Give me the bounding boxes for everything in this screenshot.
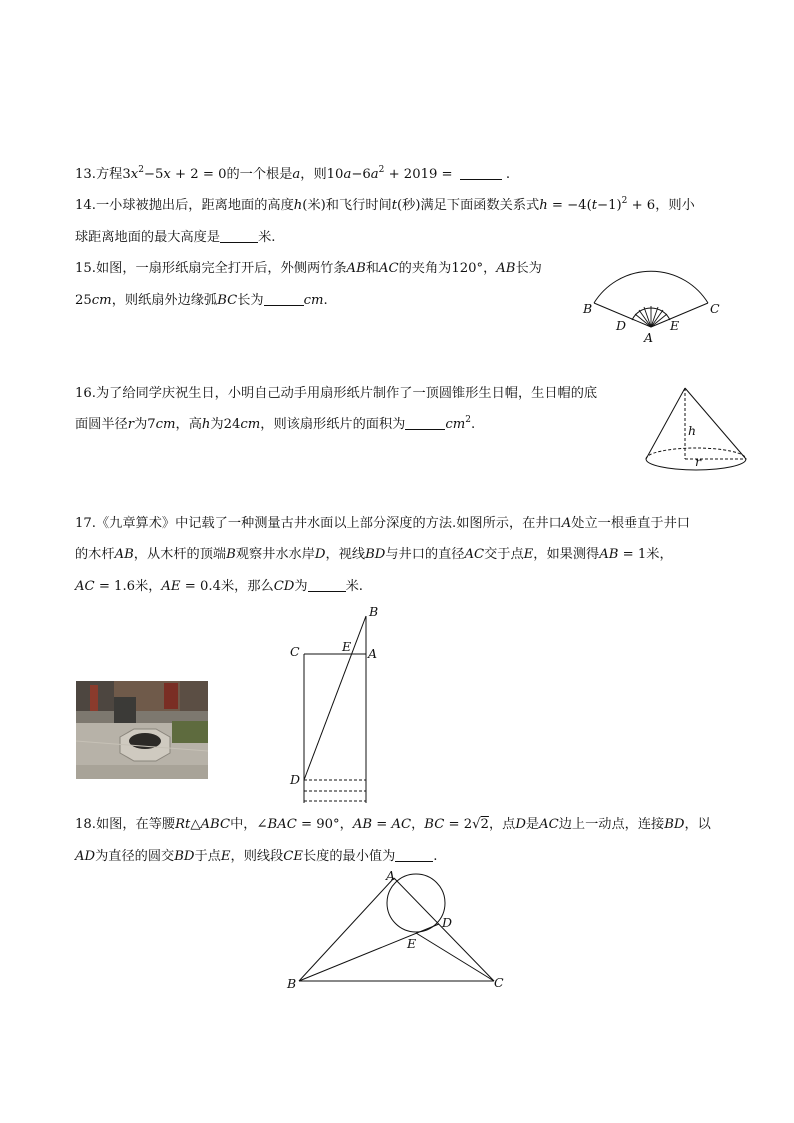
q18-text: 是 xyxy=(525,817,540,832)
q15-math: BC xyxy=(217,293,238,308)
question-17-line-2 xyxy=(75,546,673,564)
q18-math: BC xyxy=(424,817,445,832)
q18-text: 长度的最小值为 xyxy=(302,849,396,864)
q18-math: AB xyxy=(352,817,373,832)
q18-math: △ xyxy=(190,817,201,832)
q18-math: 2 xyxy=(480,817,489,832)
q18-text: ，以 xyxy=(684,817,711,832)
q16-text: ，高 xyxy=(175,417,202,432)
q18-math: ABC xyxy=(200,817,231,832)
q15-text: 和 xyxy=(365,261,379,276)
q17-math: AC xyxy=(75,579,95,594)
question-15 xyxy=(75,260,542,278)
q13-text: 的一个根是 xyxy=(226,167,293,182)
q15-text: ，则纸扇外边缘弧 xyxy=(111,293,218,308)
label-A: A xyxy=(368,646,378,661)
q17-math: D xyxy=(314,547,326,562)
q17-math: AE xyxy=(161,579,181,594)
q13-math: + 2019 = xyxy=(384,167,457,182)
q13-math: a xyxy=(370,167,379,182)
q18-math: E xyxy=(220,849,231,864)
q16-exp: 2 xyxy=(465,415,471,425)
q13-text: 13.方程 xyxy=(75,167,123,182)
q18-math: CE xyxy=(283,849,303,864)
q18-text: 中， xyxy=(230,817,257,832)
q14-text: 球距离地面的最大高度是 xyxy=(75,230,221,245)
q17-text: 为 xyxy=(294,579,308,594)
q18-text: ， xyxy=(411,817,425,832)
q15-math: 25 xyxy=(75,293,92,308)
q16-math: cm xyxy=(155,417,176,432)
q14-math: t xyxy=(391,198,398,213)
q17-text: ，从木杆的顶端 xyxy=(133,547,227,562)
q17-math: B xyxy=(226,547,236,562)
label-D: D xyxy=(442,915,453,930)
q18-text: 为直径的圆交 xyxy=(95,849,175,864)
q13-exp: 2 xyxy=(378,165,385,175)
q18-text: ， xyxy=(339,817,353,832)
q14-math: t xyxy=(591,198,598,213)
q18-text: . xyxy=(433,849,438,864)
label-h: h xyxy=(688,423,697,438)
question-13 xyxy=(75,166,510,184)
q18-math: AD xyxy=(75,849,96,864)
question-15-line-2 xyxy=(75,292,328,310)
q18-math: = xyxy=(372,817,392,832)
q18-math: D xyxy=(515,817,526,832)
answer-blank xyxy=(220,229,258,243)
q15-text: 长为 xyxy=(237,293,264,308)
label-E: E xyxy=(342,639,352,654)
q13-math: 3 xyxy=(122,167,131,182)
q18-text: ，点 xyxy=(488,817,516,832)
q13-math: −5 xyxy=(143,167,164,182)
q13-text: ，则 xyxy=(300,167,327,182)
q13-math: a xyxy=(292,167,301,182)
q17-text: 的木杆 xyxy=(75,547,115,562)
q15-math: AB xyxy=(346,261,366,276)
q14-exp: 2 xyxy=(621,196,628,206)
question-17-line-3 xyxy=(75,578,363,596)
label-A: A xyxy=(386,868,396,883)
answer-blank xyxy=(460,166,502,180)
question-16-line-2 xyxy=(75,416,475,434)
q17-text: 米， xyxy=(135,579,162,594)
q18-text: 边上一动点，连接 xyxy=(558,817,665,832)
q17-math: = 0.4 xyxy=(180,579,221,594)
well-diagram xyxy=(282,600,392,805)
q17-text: 处立一根垂直于井口 xyxy=(571,516,690,531)
q15-text: 的夹角为 xyxy=(398,261,452,276)
fan-figure xyxy=(580,255,720,347)
q17-math: E xyxy=(523,547,534,562)
label-D: D xyxy=(290,772,301,787)
label-E: E xyxy=(407,936,417,951)
q15-text: 15.如图，一扇形纸扇完全打开后，外侧两竹条 xyxy=(75,261,347,276)
q18-math: BD xyxy=(664,817,685,832)
q16-math: 24 xyxy=(223,417,241,432)
q14-math: h xyxy=(293,198,303,213)
q17-text: 与井口的直径 xyxy=(385,547,465,562)
q16-text: 面圆半径 xyxy=(75,417,128,432)
q17-text: ，如果测得 xyxy=(533,547,600,562)
q16-math: 7 xyxy=(147,417,156,432)
q16-math: h xyxy=(201,417,211,432)
q15-math: 120° xyxy=(451,261,484,276)
q14-math: = −4( xyxy=(547,198,592,213)
q17-text: ，视线 xyxy=(325,547,366,562)
q14-math: h xyxy=(539,198,548,213)
q14-text: (米)和飞行时间 xyxy=(302,198,392,213)
q15-text: 长为 xyxy=(515,261,542,276)
q16-text: 为 xyxy=(134,417,148,432)
q18-math: ∠ xyxy=(256,817,268,832)
answer-blank xyxy=(405,416,445,430)
q17-math: AB xyxy=(114,547,134,562)
q14-text: ，则小 xyxy=(655,198,695,213)
q13-math: x xyxy=(130,167,139,182)
q13-text: . xyxy=(505,167,511,182)
q18-text: 于点 xyxy=(194,849,221,864)
q15-math: cm xyxy=(303,293,324,308)
q14-text: (秒)满足下面函数关系式 xyxy=(397,198,540,213)
answer-blank xyxy=(264,292,304,306)
q15-text: ， xyxy=(483,261,497,276)
question-16 xyxy=(75,385,597,403)
q14-math: −1) xyxy=(597,198,622,213)
q16-math: r xyxy=(127,417,135,432)
well-photo xyxy=(76,681,208,779)
q15-math: AC xyxy=(378,261,399,276)
q14-text: 米. xyxy=(258,230,276,245)
label-E: E xyxy=(670,318,680,333)
label-C: C xyxy=(290,644,300,659)
q18-math: Rt xyxy=(175,817,191,832)
q18-math: = 90° xyxy=(296,817,340,832)
q15-math: AB xyxy=(496,261,516,276)
q17-math: = 1 xyxy=(618,547,647,562)
q14-text: 14.一小球被抛出后，距离地面的高度 xyxy=(75,198,294,213)
q16-text: 16.为了给同学庆祝生日，小明自己动手用扇形纸片制作了一顶圆锥形生日帽，生日帽的底 xyxy=(75,386,598,401)
answer-blank xyxy=(395,848,433,862)
q18-math: = 2 xyxy=(444,817,473,832)
q13-exp: 2 xyxy=(138,165,144,175)
q13-math: −6 xyxy=(351,167,371,182)
q17-math: BD xyxy=(365,547,386,562)
q16-text: 为 xyxy=(210,417,224,432)
label-B: B xyxy=(369,604,379,619)
q17-text: 交于点 xyxy=(484,547,524,562)
label-B: B xyxy=(583,301,593,316)
question-18 xyxy=(75,816,711,834)
q18-text: 18.如图，在等腰 xyxy=(75,817,176,832)
q13-math: a xyxy=(343,167,352,182)
q13-math: + 2 = 0 xyxy=(170,167,227,182)
question-14-line-2 xyxy=(75,229,275,247)
q17-math: AB xyxy=(599,547,619,562)
label-A: A xyxy=(644,330,654,345)
q13-math: 10 xyxy=(326,167,344,182)
q18-math: BAC xyxy=(267,817,297,832)
q16-text: . xyxy=(471,417,476,432)
q18-math: AC xyxy=(539,817,559,832)
question-18-line-2 xyxy=(75,848,438,866)
q18-math: BD xyxy=(174,849,195,864)
q14-math: + 6 xyxy=(627,198,656,213)
q18-math: AC xyxy=(391,817,412,832)
q17-text: 17.《九章算术》中记载了一种测量古井水面以上部分深度的方法.如图所示，在井口 xyxy=(75,516,562,531)
q15-text: . xyxy=(323,293,328,308)
label-r: r xyxy=(695,454,701,469)
cone-figure xyxy=(640,386,752,474)
q15-math: cm xyxy=(91,293,112,308)
q17-text: 米， xyxy=(646,547,673,562)
q16-math: cm xyxy=(240,417,261,432)
q17-text: 观察井水水岸 xyxy=(235,547,315,562)
q13-math: x xyxy=(163,167,171,182)
label-C: C xyxy=(710,301,720,316)
q17-math: = 1.6 xyxy=(94,579,136,594)
label-D: D xyxy=(616,318,627,333)
q17-math: AC xyxy=(464,547,485,562)
q17-math: CD xyxy=(273,579,295,594)
label-B: B xyxy=(287,976,297,991)
q17-text: 米，那么 xyxy=(220,579,274,594)
q16-text: ，则该扇形纸片的面积为 xyxy=(260,417,406,432)
q18-math: √ xyxy=(472,817,481,832)
triangle-circle-figure xyxy=(282,866,512,996)
q18-text: ，则线段 xyxy=(230,849,284,864)
q17-math: A xyxy=(561,516,572,531)
q16-math: cm xyxy=(445,417,466,432)
q17-text: 米. xyxy=(345,579,363,594)
question-17 xyxy=(75,515,690,533)
question-14 xyxy=(75,197,695,215)
answer-blank xyxy=(308,578,346,592)
label-C: C xyxy=(494,975,504,990)
